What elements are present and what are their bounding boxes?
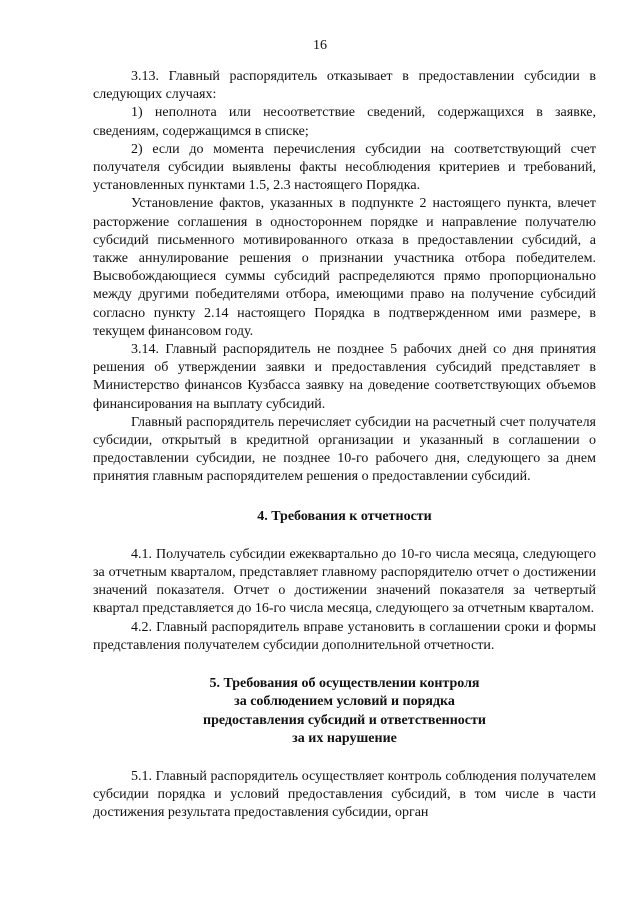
section-5-heading-line: предоставления субсидий и ответственности bbox=[203, 712, 486, 728]
section-5-heading bbox=[93, 675, 596, 748]
paragraph-3-14: 3.14. Главный распорядитель не позднее 5 рабочих дней со дня принятия решения об утверждении заявки и предоставления субсидий представляет в Министерство финансов Кузбасса заявку на доведение соответствующих объемов финансирования на выплату субсидий. bbox=[93, 342, 596, 412]
paragraph-facts: Установление фактов, указанных в подпункте 2 настоящего пункта, влечет расторжение соглашения в одностороннем порядке и направление получателю субсидий письменного мотивированного отказа в предоставлении субсидий, а также аннулирование решения о признании участника отбора победителем. Высвобождающиеся суммы субсидий распределяются прямо пропорционально между другими победителями отбора, имеющими право на получение субсидий согласно пункту 2.14 настоящего Порядка в подтвержденном ими размере, в текущем финансовом году. bbox=[93, 196, 596, 339]
spacer bbox=[93, 526, 596, 546]
document-body bbox=[93, 68, 596, 823]
section-4-heading: 4. Требования к отчетности bbox=[257, 508, 432, 524]
section-5-heading-line: за их нарушение bbox=[292, 730, 397, 746]
paragraph-case-2: 2) если до момента перечисления субсидии на соответствующий счет получателя субсидии выявлены факты несоблюдения критериев и требований, установленных пунктами 1.5, 2.3 настоящего Порядка. bbox=[93, 141, 596, 194]
paragraph-5-1: 5.1. Главный распорядитель осуществляет контроль соблюдения получателем субсидии порядка и условий предоставления субсидий, в том числе в части достижения результата предоставления субсидии, орган bbox=[93, 768, 596, 821]
paragraph-4-2: 4.2. Главный распорядитель вправе установить в соглашении сроки и формы представления получателем субсидии дополнительной отчетности. bbox=[93, 619, 596, 653]
spacer bbox=[93, 487, 596, 508]
section-5-heading-line: 5. Требования об осуществлении контроля bbox=[209, 676, 480, 692]
paragraph-case-1: 1) неполнота или несоответствие сведений, содержащихся в заявке, сведениям, содержащимся в списке; bbox=[93, 105, 596, 139]
paragraph-transfer: Главный распорядитель перечисляет субсидии на расчетный счет получателя субсидии, открытый в кредитной организации и указанный в соглашении о предоставлении субсидии, не позднее 10-го рабочего дня, следующего за днем принятия главным распорядителем решения о предоставлении субсидий. bbox=[93, 414, 596, 485]
spacer bbox=[93, 748, 596, 768]
paragraph-4-1: 4.1. Получатель субсидии ежеквартально до 10-го числа месяца, следующего за отчетным кварталом, представляет главному распорядителю отчет о достижении значений показателя. Отчет о достижении значений показателя за четвертый квартал представляется до 16-го числа месяца, следующего за отчетным кварталом. bbox=[93, 546, 596, 617]
section-5-heading-line: за соблюдением условий и порядка bbox=[234, 694, 455, 710]
spacer bbox=[93, 655, 596, 675]
paragraph-3-13: 3.13. Главный распорядитель отказывает в предоставлении субсидии в следующих случаях: bbox=[93, 69, 596, 103]
page-number: 16 bbox=[313, 38, 327, 53]
